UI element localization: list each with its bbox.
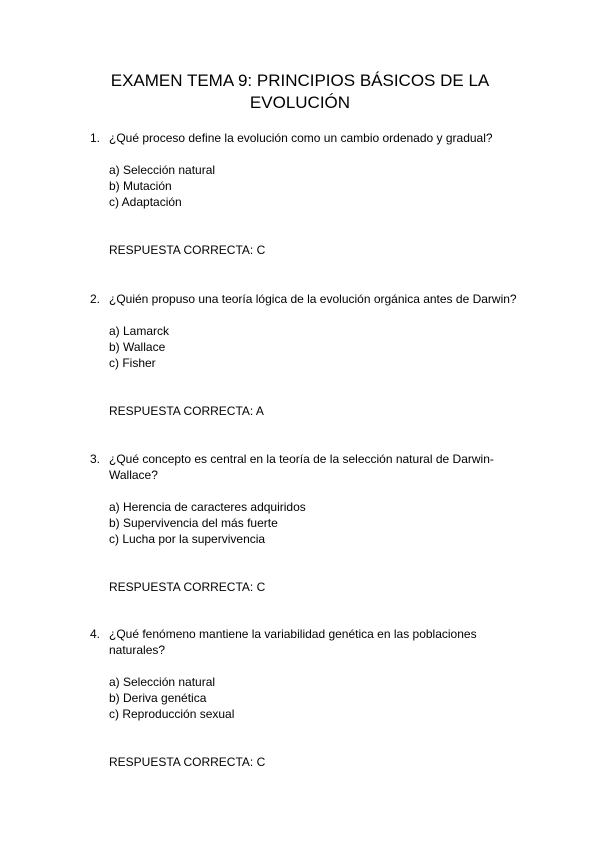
option-a: a) Lamarck [109, 324, 170, 338]
question-text: ¿Quién propuso una teoría lógica de la evolución orgánica antes de Darwin? [109, 292, 517, 306]
question-1 [90, 130, 520, 258]
question-number: 4. [90, 627, 101, 641]
question-text: ¿Qué fenómeno mantiene la variabilidad genética en las poblaciones naturales? [109, 627, 477, 657]
option-list [109, 674, 520, 722]
correct-answer: RESPUESTA CORRECTA: C [109, 243, 266, 257]
option-list [109, 323, 520, 371]
question-number: 3. [90, 452, 101, 466]
option-a: a) Herencia de caracteres adquiridos [109, 500, 306, 514]
correct-answer: RESPUESTA CORRECTA: A [109, 404, 264, 418]
option-a: a) Selección natural [109, 675, 216, 689]
question-4 [90, 626, 520, 770]
title-line-2: EVOLUCIÓN [249, 93, 351, 112]
option-c: c) Fisher [109, 356, 156, 370]
option-b: b) Supervivencia del más fuerte [109, 516, 278, 530]
option-b: b) Mutación [109, 179, 172, 193]
option-c: c) Reproducción sexual [109, 707, 235, 721]
option-b: b) Deriva genética [109, 691, 207, 705]
question-3 [90, 451, 520, 595]
page-title [0, 70, 600, 114]
question-text: ¿Qué concepto es central en la teoría de la selección natural de Darwin-Wallace? [109, 452, 494, 482]
question-text: ¿Qué proceso define la evolución como un cambio ordenado y gradual? [109, 131, 493, 145]
option-list [109, 162, 520, 210]
option-c: c) Lucha por la supervivencia [109, 532, 266, 546]
option-list [109, 499, 520, 547]
question-number: 1. [90, 131, 101, 145]
title-line-1: EXAMEN TEMA 9: PRINCIPIOS BÁSICOS DE LA [110, 71, 490, 90]
correct-answer: RESPUESTA CORRECTA: C [109, 755, 266, 769]
option-b: b) Wallace [109, 340, 166, 354]
correct-answer: RESPUESTA CORRECTA: C [109, 580, 266, 594]
question-2 [90, 291, 520, 419]
option-c: c) Adaptación [109, 195, 182, 209]
question-number: 2. [90, 292, 101, 306]
option-a: a) Selección natural [109, 163, 216, 177]
